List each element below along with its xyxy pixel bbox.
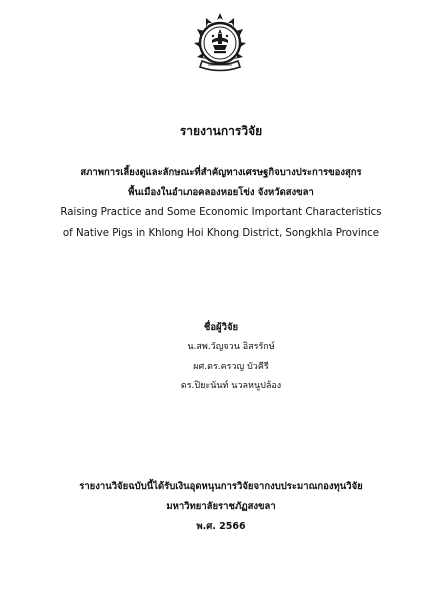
researcher-name: ผศ.ดร.ครวญ บัวคีรี bbox=[193, 362, 269, 372]
english-title-line-2: of Native Pigs in Khlong Hoi Khong District, Songkhla Province bbox=[62, 228, 380, 239]
university-seal-icon bbox=[192, 12, 248, 74]
researcher-name: ดร.ปิยะนันท์ นวลหนูปล้อง bbox=[180, 381, 282, 391]
thai-title-line-2: พื้นเมืองในอำเภอคลองหอยโข่ง จังหวัดสงขลา bbox=[128, 187, 314, 198]
researchers-heading: ชื่อผู้วิจัย bbox=[203, 322, 239, 333]
report-type-heading: รายงานการวิจัย bbox=[179, 124, 263, 138]
funding-statement: รายงานวิจัยฉบับนี้ได้รับเงินอุดหนุนการวิจัยจากงบประมาณกองทุนวิจัย bbox=[79, 481, 363, 492]
report-year: พ.ศ. 2566 bbox=[196, 521, 246, 532]
university-name: มหาวิทยาลัยราชภัฏสงขลา bbox=[166, 501, 276, 512]
english-title-line-1: Raising Practice and Some Economic Important Characteristics bbox=[60, 207, 382, 218]
thai-title-line-1: สภาพการเลี้ยงดูและลักษณะที่สำคัญทางเศรษฐกิจบางประการของสุกร bbox=[80, 167, 362, 178]
researcher-name: น.สพ.วัญจวน อิสรรักษ์ bbox=[187, 342, 275, 352]
